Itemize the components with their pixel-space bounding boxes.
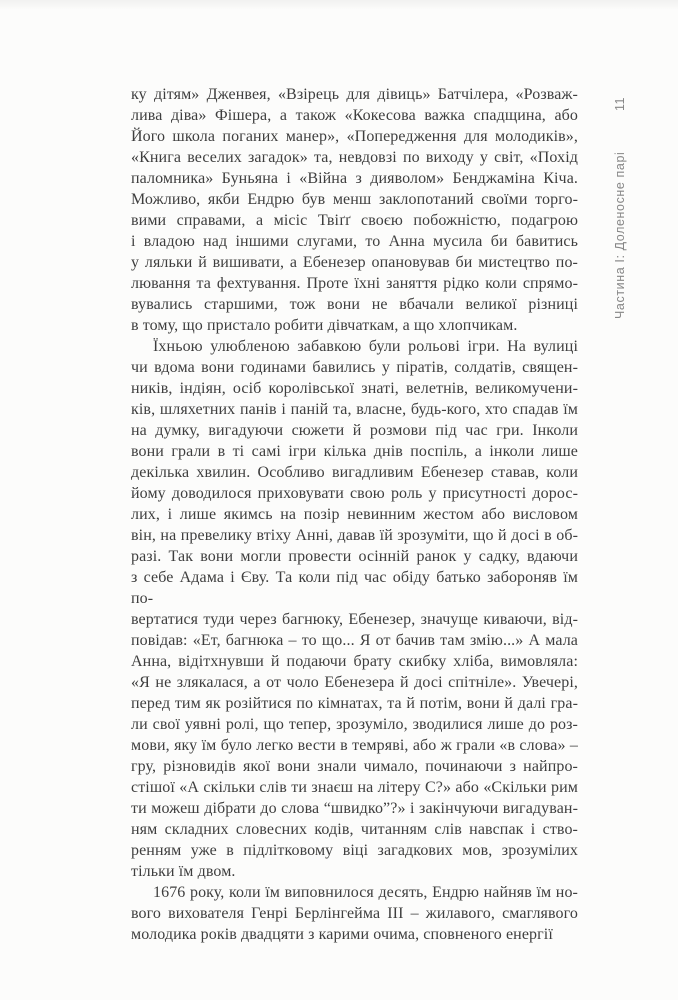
text-line: йому доводилося приховувати свою роль у присутності дорос-	[131, 485, 578, 502]
text-line: Анна, відітхнувши й подаючи брату скибку хліба, вимовляла:	[131, 653, 578, 670]
text-line: повідав: «Ет, багнюка – то що... Я от бачив там змію...» А мала	[131, 632, 578, 649]
text-line: ків, шляхетних панів і паній та, власне, будь-кого, хто спадав їм	[131, 401, 578, 418]
text-line: гру, різновидів якої вони знали чимало, починаючи з найпро-	[131, 758, 578, 775]
text-line: лювання та фехтування. Проте їхні заняття рідко коли спрямо-	[131, 275, 578, 292]
text-line: з себе Адама і Єву. Та коли під час обіду батько забороняв їм по-	[131, 569, 578, 607]
text-line: ням складних словесних кодів, читанням слів навспак і ство-	[131, 821, 578, 838]
text-line: ти можеш дібрати до слова “швидко”?» і закінчуючи вигадуван-	[131, 800, 578, 817]
text-line: мови, яку їм було легко вести в темряві, або ж грали «в слова» –	[131, 737, 578, 754]
text-line: ренням уже в підлітковому віці загадкових мов, зрозумілих	[131, 842, 578, 859]
text-line: Їхньою улюбленою забавкою були рольові ігри. На вулиці	[153, 338, 578, 355]
text-line: тільки їм двом.	[131, 863, 236, 880]
text-line: паломника» Буньяна і «Війна з дияволом» Бенджаміна Кіча.	[131, 170, 578, 187]
text-line: «Книга веселих загадок» та, невдовзі по виходу у світ, «Похід	[131, 149, 578, 166]
text-line: вого вихователя Генрі Берлінгейма ІІІ – жилавого, смаглявого	[131, 905, 578, 922]
text-line: лих, і лише якимсь на позір невинним жестом або висловом	[131, 506, 578, 523]
text-line: Можливо, якби Ендрю був менш заклопотаний своїми торго-	[131, 191, 578, 208]
text-line: разі. Так вони могли провести осінній ранок у садку, вдаючи	[131, 548, 578, 565]
text-line: Його школа поганих манер», «Попередження для молодиків»,	[131, 128, 578, 145]
text-line: молодика років двадцяти з карими очима, сповненого енергії	[131, 926, 553, 943]
text-line: «Я не злякалася, а от чоло Ебенезера й досі спітніле». Увечері,	[131, 674, 578, 691]
text-line: він, на превелику втіху Анні, давав їй зрозуміти, що й досі в об-	[131, 527, 578, 544]
text-line: і владою над іншими слугами, то Анна мусила би бавитись	[131, 233, 578, 250]
paragraph	[131, 336, 578, 882]
text-line: ку дітям» Дженвея, «Взірець для дівиць» Батчілера, «Розваж-	[131, 86, 578, 103]
text-line: вертатися туди через багнюку, Ебенезер, значуще киваючи, від-	[131, 611, 578, 628]
text-line: перед тим як розійтися по кімнатах, та й потім, вони й далі гра-	[131, 695, 578, 712]
text-line: у ляльки й вишивати, а Ебенезер опановував би мистецтво по-	[131, 254, 578, 271]
text-line: 1676 року, коли їм виповнилося десять, Ендрю найняв їм но-	[153, 884, 578, 901]
text-line: вони грали в ті самі ігри кілька днів поспіль, а інколи лише	[131, 443, 578, 460]
text-line: стішої «А скільки слів ти знаєш на літеру С?» або «Скільки рим	[131, 779, 578, 796]
text-line: в тому, що пристало робити дівчаткам, а що хлопчикам.	[131, 317, 518, 334]
paragraph	[131, 84, 578, 336]
page-number: 11	[613, 97, 627, 111]
text-line: декілька хвилин. Особливо вигадливим Ебенезер ставав, коли	[131, 464, 578, 481]
text-line: вими справами, а місіс Твіґґ своєю побожністю, подагрою	[131, 212, 578, 229]
text-block	[131, 84, 578, 945]
running-head	[611, 97, 629, 319]
text-line: ників, індіян, осіб королівської знаті, велетнів, великомучени-	[131, 380, 578, 397]
text-line: ли свої уявні ролі, що тепер, зрозуміло, зводилися лише до роз-	[131, 716, 578, 733]
running-head-title: Частина І: Доленосне парі	[613, 151, 627, 319]
text-line: вувались старшими, тож вони не вбачали великої різниці	[131, 296, 578, 313]
text-line: лива діва» Фішера, а також «Кокесова важка спадщина, або	[131, 107, 578, 124]
paragraph	[131, 882, 578, 945]
text-line: на думку, вигадуючи сюжети й розмови під час гри. Інколи	[131, 422, 578, 439]
text-line: чи вдома вони годинами бавились у піратів, солдатів, священ-	[131, 359, 578, 376]
